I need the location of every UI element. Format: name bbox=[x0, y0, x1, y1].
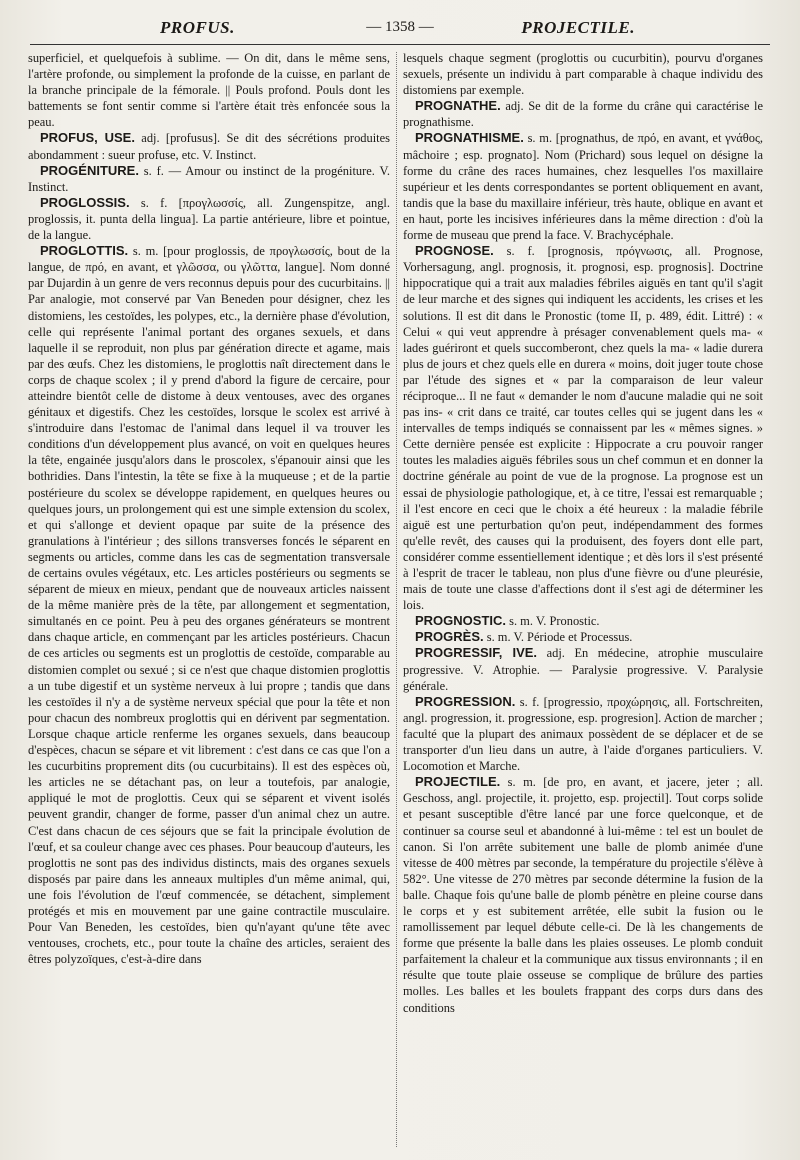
entry-text: adj. Se dit de la forme du crâne qui caractérise le prognathisme. bbox=[403, 99, 763, 130]
entry-text: s. f. [prognosis, πρόγνωσις, all. Prognose, Vorhersagung, angl. prognosis, it. prognosi, esp. prognosis]. Doctrine hippocratique qui a trait aux maladies fébriles aiguës en tant qu'il s'agit de leur marche et des signes qui indiquent les accidents, les crises et les solutions. Il est dit dans le Pronostic (tome II, p. 489, édit. Littré) : « Celui « qui veut apprendre à présager convenablement quels ma- « lades guériront et quels succomberont, chez quels la ma- « ladie durera plus de jours et chez quels elle en durera « moins, doit juger toute chose par l'étude des signes et « par la comparaison de leur valeur réciproque... Il ne faut « demander le nom d'aucune maladie qui ne soit pas ins- « crit dans ce traité, car toutes celles qui se jugent dans les « intervalles de temps indiqués se connaissent par les « mêmes signes. » Cette dernière pensée est explicite : Hippocrate a cru pouvoir ranger toutes les maladies aiguës fébriles sous un chef commun et en donner la doctrine générale au point de vue de la prognose. La prognose est un essai de physiologie pathologique, et, à ce titre, l'essai est remarquable ; il l'est encore en ceci que le choix a été heureux : la maladie fébrile aiguë est une perturbation qu'on peut, indépendamment des formes qu'elle revêt, des causes qui la produisent, des foyers dont elle part, considérer comme essentiellement identique ; et dès lors il s'est présenté à l'esprit de tracer le tableau, non plus d'une fièvre ou d'une pleurésie, mais de toute une classe d'affections dont il s'est agi de déterminer les lois. bbox=[403, 244, 763, 613]
entry-text: s. f. [progressio, προχώρησις, all. Fortschreiten, angl. progression, it. progressione, esp. progresion]. Action de marcher ; faculté que la plupart des animaux possèdent de se déplacer et de se transporter d'un lieu dans un autre, à l'aide d'organes particuliers. V. Locomotion et Marche. bbox=[403, 694, 763, 774]
entry-text: s. m. [prognathus, de πρό, en avant, et γνάθος, mâchoire ; esp. prognato]. Nom (Prichard) sous lequel on désigne la forme du crâne des races humaines, chez lesquelles l'os maxillaire supérieur et les dents correspondantes se portent obliquement en avant, tandis que la base du maxillaire inférieur, très haute, oblique en avant et en haut, porte les incisives inférieures dans la même direction : d'où la forme de museau que prend la face. V. Brachycéphale. bbox=[403, 131, 763, 243]
entry-headword: PROGLOSSIS. bbox=[40, 194, 130, 210]
right-column bbox=[403, 50, 763, 1150]
entry-headword: PROGNOSTIC. bbox=[415, 613, 507, 629]
dictionary-entry bbox=[403, 774, 763, 1015]
continued-paragraph bbox=[403, 50, 763, 98]
entry-text: s. f. — Amour ou instinct de la progéniture. V. Instinct. bbox=[28, 163, 390, 194]
entry-headword: PROGNOSE. bbox=[415, 243, 494, 259]
page-number: — 1358 — bbox=[366, 19, 434, 35]
entry-headword: PROGLOTTIS. bbox=[40, 243, 129, 259]
continued-paragraph bbox=[28, 50, 390, 130]
entry-text: s. f. [προγλωσσίς, all. Zungenspitze, angl. proglossis, it. punta della lingua]. La partie antérieure, libre et pointue, de la langue. bbox=[28, 195, 390, 243]
entry-text: lesquels chaque segment (proglottis ou cucurbitin), pourvu d'organes sexuels, présente un individu à part comparable à chaque individu des distomiens par exemple. bbox=[403, 51, 763, 98]
entry-text: s. m. [pour proglossis, de προγλωσσίς, bout de la langue, de πρό, en avant, et γλῶσσα, ou γλῶττα, langue]. Nom donné par Dujardin à un genre de vers reconnus depuis pour des cucurbitains. || Par analogie, mot conservé par Van Beneden pour désigner, chez les distomiens, les cestoïdes, les polypes, etc., la dernière phase d'évolution, celle qui représente l'animal portant des organes sexuels, et dans laquelle il se reproduit, non plus par génération directe et agame, mais par des œufs. Chez les distomiens, le proglottis naît directement dans le corps de chaque scolex ; il y prend d'abord la figure de cercaire, pour atteindre bientôt celle de distome à deux ventouses, avec des organes génitaux et digestifs. Chez les cestoïdes, lorsque le scolex est arrivé à s'introduire dans l'estomac de l'animal dans lequel il va trouver les conditions d'un développement plus avancé, on voit en quelques heures la tête, engainée jusqu'alors dans le proscolex, s'épanouir ainsi que les bothridies. Dans l'intestin, la tête se fixe à la muqueuse ; et de la partie postérieure du scolex se développe rapidement, en quelques heures ou quelques jours, un prolongement qui est une simple extension du scolex, et qui s'allonge et devient opaque par suite de la présence des granulations à l'intérieur ; des sillons transverses foncés le séparent en segments ou articles, comme dans les cas de segmentation transversale de certains ovules végétaux, etc. Les articles postérieurs ou segments se séparent de mieux en mieux, pendant que de nouveaux articles naissent de la même manière près de la tête, par allongement et segmentation, simultanés en ce point. Peu à peu des organes générateurs se montrent dans chaque article, en commençant par les articles postérieurs. Chacun de ces articles ou segments est un proglottis de cestoïde, comparable au distomien complet ou sexué ; si ce n'est que chaque distomien proglottis a un tube digestif et un système nerveux à lui propre ; tandis que dans les cestoïdes il n'y a de système nerveux spécial que pour la tête et non pour chacun des nombreux proglottis qui en dérivent par segmentation. Lorsque chaque article renferme les organes sexuels, dans beaucoup d'espèces, chacun se sépare et vit librement : c'est dans ce cas que l'on a les cucurbitins proprement dits (ou cucurbitains). Il est des espèces où, les articles ne se détachant pas, on leur a toutefois, par analogie, appliqué le mot de proglottis. Ceux qui se séparent et vivent isolés peuvent grandir, changer de forme, passer d'un animal chez un autre. C'est dans chacun de ces séjours que se fait la principale évolution de l'œuf, et sa couleur change avec ces phases. Pour beaucoup d'auteurs, les proglottis ne sont pas des individus distincts, mais des organes sexuels disposés par paire dans les anneaux multiples d'un même animal, qui, une fois l'évolution de l'œuf commencée, se détachent, simplement protégés et mis en mouvement par une gaine contractile musculaire. Pour Van Beneden, les cestoïdes, bien qu'n'ayant qu'une tête avec ventouses, crochets, etc., pour toute la chaîne des articles, seraient des êtres polyzoïques, c'est-à-dire dans bbox=[28, 244, 390, 967]
dictionary-entry bbox=[403, 98, 763, 130]
dictionary-entry bbox=[403, 243, 763, 613]
dictionary-entry bbox=[403, 694, 763, 774]
entry-text: s. m. V. Période et Processus. bbox=[483, 630, 633, 645]
dictionary-entry bbox=[28, 195, 390, 243]
column-divider bbox=[396, 52, 397, 1147]
dictionary-entry bbox=[28, 130, 390, 162]
header-left-running-head: PROFUS. bbox=[160, 18, 235, 37]
entry-text: superficiel, et quelquefois à sublime. — On dit, dans le même sens, l'artère profonde, ou simplement la profonde de la cuisse, en parlant de la branche principale de la fémorale. || Pouls profond. Pouls dont les battements se font sentir comme si l'artère était très enfoncée sous la peau. bbox=[28, 51, 390, 130]
entry-headword: PROGRESSIF, IVE. bbox=[415, 645, 538, 661]
dictionary-entry bbox=[28, 243, 390, 967]
entry-text: adj. En médecine, atrophie musculaire progressive. V. Atrophie. — Paralysie progressive. V. Paralysie générale. bbox=[403, 646, 763, 693]
entry-headword: PROJECTILE. bbox=[415, 774, 501, 790]
entry-headword: PROGNATHISME. bbox=[415, 130, 524, 146]
entry-text: adj. [profusus]. Se dit des sécrétions produites abondamment : sueur profuse, etc. V. Instinct. bbox=[28, 131, 390, 162]
dictionary-entry bbox=[28, 163, 390, 195]
dictionary-entry bbox=[403, 613, 763, 629]
entry-text: s. m. [de pro, en avant, et jacere, jeter ; all. Geschoss, angl. projectile, it. projetto, esp. projectil]. Tout corps solide et pesant susceptible d'être lancé par une force quelconque, et de continuer sa course seul et abandonné à lui-même : tel est un boulet de canon. Si l'on arrête subitement une balle de plomb animée d'une vitesse de 400 mètres par seconde, la température du projectile s'élève à 582°. Une vitesse de 270 mètres par seconde détermine la fusion de la balle. Chaque fois qu'une balle de plomb pénètre en pleine course dans le corps et y est subitement arrêtée, elle subit la fusion ou le ramollissement par lequel débute celle-ci. De là les changements de forme que présente la balle dans les plaies osseuses. Le plomb conduit parfaitement la chaleur et la communique aux tissus environnants ; il en résulte que toute plaie osseuse se complique de brûlure des parties molles. Les balles et les boulets frappant des corps durs dans des conditions bbox=[403, 775, 763, 1015]
entry-text: s. m. V. Pronostic. bbox=[506, 614, 600, 629]
entry-headword: PROGRESSION. bbox=[415, 693, 516, 709]
page-header bbox=[30, 18, 770, 45]
dictionary-entry bbox=[403, 645, 763, 693]
left-column bbox=[28, 50, 390, 1150]
entry-headword: PROFUS, USE. bbox=[40, 130, 135, 146]
dictionary-entry bbox=[403, 130, 763, 243]
entry-headword: PROGRÈS. bbox=[415, 629, 484, 645]
dictionary-entry bbox=[403, 629, 763, 645]
entry-headword: PROGNATHE. bbox=[415, 98, 501, 114]
header-right-running-head: PROJECTILE. bbox=[521, 18, 635, 37]
entry-headword: PROGÉNITURE. bbox=[40, 162, 139, 178]
